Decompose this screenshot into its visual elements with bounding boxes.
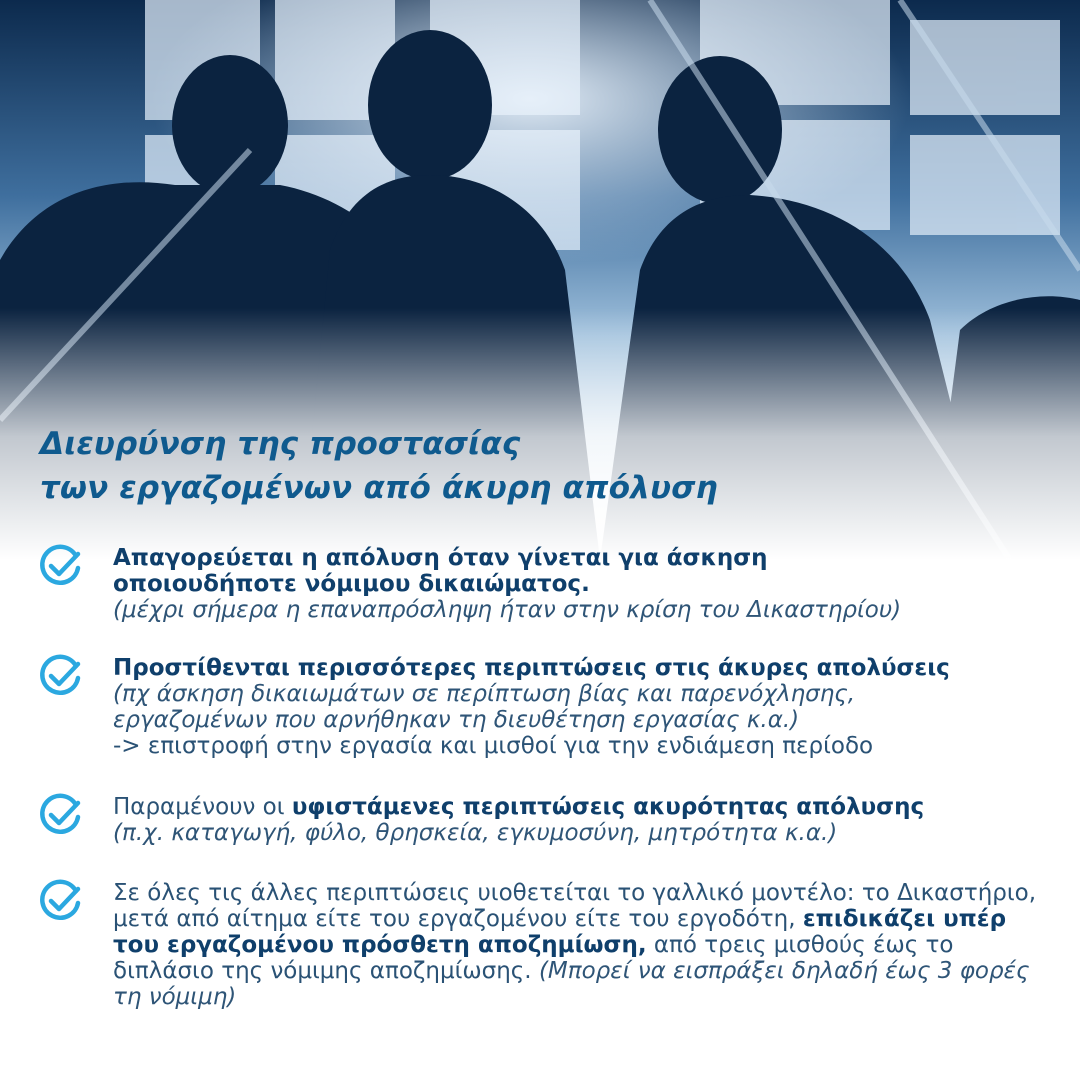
item-4-text	[113, 880, 1043, 1010]
item-1-bold: Απαγορεύεται η απόλυση όταν γίνεται για άσκηση οποιουδήποτε νόμιμου δικαιώματος.	[113, 545, 768, 597]
item-4-normal-2: από τρεις μισθούς έως το διπλάσιο της νόμιμης αποζημίωσης.	[113, 932, 954, 984]
item-4-normal-1: Σε όλες τις άλλες περιπτώσεις υιοθετείται το γαλλικό μοντέλο: το Δικαστήριο, μετά από αίτημα είτε του εργαζομένου είτε του εργοδότη,	[113, 880, 1037, 932]
title-line-1: Διευρύνση της προστασίας	[40, 426, 521, 462]
item-2-text	[113, 655, 1063, 759]
title-line-2: των εργαζομένων από άκυρη απόλυση	[40, 470, 718, 506]
item-1-note: (μέχρι σήμερα η επαναπρόσληψη ήταν στην κρίση του Δικαστηρίου)	[113, 597, 902, 623]
item-4-bold: επιδικάζει υπέρ του εργαζομένου πρόσθετη αποζημίωση,	[113, 906, 1007, 958]
item-3-text	[113, 794, 1063, 846]
check-circle-icon	[36, 877, 84, 925]
item-3-normal: Παραμένουν οι	[113, 794, 285, 820]
item-2-note: (πχ άσκηση δικαιωμάτων σε περίπτωση βίας και παρενόχλησης, εργαζομένων που αρνήθηκαν τη διευθέτηση εργασίας κ.α.)	[113, 681, 856, 733]
item-2-outcome: -> επιστροφή στην εργασία και μισθοί για την ενδιάμεση περίοδο	[113, 733, 874, 759]
check-circle-icon	[36, 542, 84, 590]
check-circle-icon	[36, 791, 84, 839]
item-4-note: (Μπορεί να εισπράξει δηλαδή έως 3 φορές τη νόμιμη)	[113, 958, 1030, 1010]
item-3-bold: υφιστάμενες περιπτώσεις ακυρότητας απόλυσης	[291, 794, 925, 820]
item-1-text	[113, 545, 1063, 623]
item-2-bold: Προστίθενται περισσότερες περιπτώσεις στις άκυρες απολύσεις	[113, 655, 950, 681]
item-3-note: (π.χ. καταγωγή, φύλο, θρησκεία, εγκυμοσύνη, μητρότητα κ.α.)	[113, 820, 838, 846]
page-title	[40, 422, 1040, 510]
check-circle-icon	[36, 652, 84, 700]
